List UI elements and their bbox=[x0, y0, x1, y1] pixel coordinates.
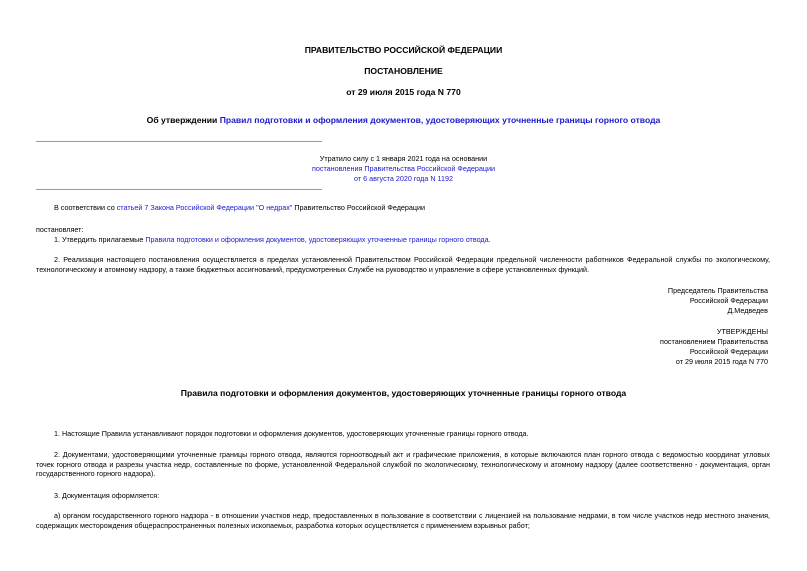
preamble-prefix: В соответствии со bbox=[54, 203, 117, 212]
item-1-rules-link[interactable]: Правила подготовки и оформления документов, удостоверяющих уточненные границы горного отвода bbox=[145, 235, 489, 244]
doc-type-heading: ПОСТАНОВЛЕНИЕ bbox=[364, 66, 443, 76]
approved-line-3: Российской Федерации bbox=[689, 347, 768, 356]
item-1-prefix: 1. Утвердить прилагаемые bbox=[54, 235, 146, 244]
notice-bottom-rule bbox=[36, 189, 322, 190]
rules-title: Правила подготовки и оформления документов, удостоверяющих уточненные границы горного отвода bbox=[180, 388, 627, 398]
signature-name: Д.Медведев bbox=[727, 306, 768, 315]
notice-top-rule bbox=[36, 141, 322, 142]
rules-paragraph-3a: а) органом государственного горного надзора - в отношении участков недр, предоставленных в пользование в соответствии с лицензией на пользование недрами, в том числе участков недр местного значения, содержащих месторождения общераспространенных полезных ископаемых, разработка которых осуществляется с применением взрывных работ; bbox=[36, 511, 770, 530]
rules-paragraph-2: 2. Документами, удостоверяющими уточненные границы горного отвода, являются горноотводный акт и графические приложения, в которые включаются план горного отвода с ведомостью координат угловых точек горного отвода и разрезы участка недр, составленные по форме, установленной Федеральной службой по экологическому, технологическому и атомному надзору (далее соответственно - документация, орган государственного горного надзора). bbox=[36, 450, 770, 479]
notice-line-1: Утратило силу с 1 января 2021 года на основании bbox=[319, 154, 488, 163]
approved-line-2: постановлением Правительства bbox=[660, 337, 768, 346]
item-2-paragraph: 2. Реализация настоящего постановления осуществляется в пределах установленной Правительством Российской Федерации предельной численности работников Федеральной службы по экологическому, технологическому и атомному надзору, а также бюджетных ассигнований, предусмотренных Службе на руководство и управление в сфере установленных функций. bbox=[36, 255, 770, 274]
doc-title-prefix: Об утверждении bbox=[146, 115, 220, 125]
doc-date-heading: от 29 июля 2015 года N 770 bbox=[346, 87, 461, 97]
notice-link-line-2[interactable]: постановления Правительства Российской Федерации bbox=[311, 164, 496, 173]
signature-line-1: Председатель Правительства bbox=[667, 286, 768, 295]
notice-link-line-3[interactable]: от 6 августа 2020 года N 1192 bbox=[354, 174, 453, 183]
approved-line-4: от 29 июля 2015 года N 770 bbox=[675, 357, 768, 366]
preamble-law-link[interactable]: статьей 7 Закона Российской Федерации "О недрах" bbox=[116, 203, 293, 212]
preamble-paragraph bbox=[36, 203, 770, 213]
preamble-suffix: Правительство Российской Федерации bbox=[292, 203, 426, 212]
doc-title bbox=[0, 115, 807, 127]
decides-text: постановляет: bbox=[36, 225, 84, 234]
item-1-paragraph bbox=[36, 235, 770, 245]
approved-line-1: УТВЕРЖДЕНЫ bbox=[716, 327, 768, 336]
government-heading: ПРАВИТЕЛЬСТВО РОССИЙСКОЙ ФЕДЕРАЦИИ bbox=[304, 45, 503, 55]
item-1-suffix: . bbox=[488, 235, 491, 244]
rules-paragraph-3: 3. Документация оформляется: bbox=[54, 491, 160, 500]
doc-title-link[interactable]: Правил подготовки и оформления документов, удостоверяющих уточненные границы горного отвода bbox=[219, 115, 661, 125]
rules-paragraph-1: 1. Настоящие Правила устанавливают порядок подготовки и оформления документов, удостоверяющих уточненные границы горного отвода. bbox=[54, 429, 529, 438]
signature-line-2: Российской Федерации bbox=[689, 296, 768, 305]
